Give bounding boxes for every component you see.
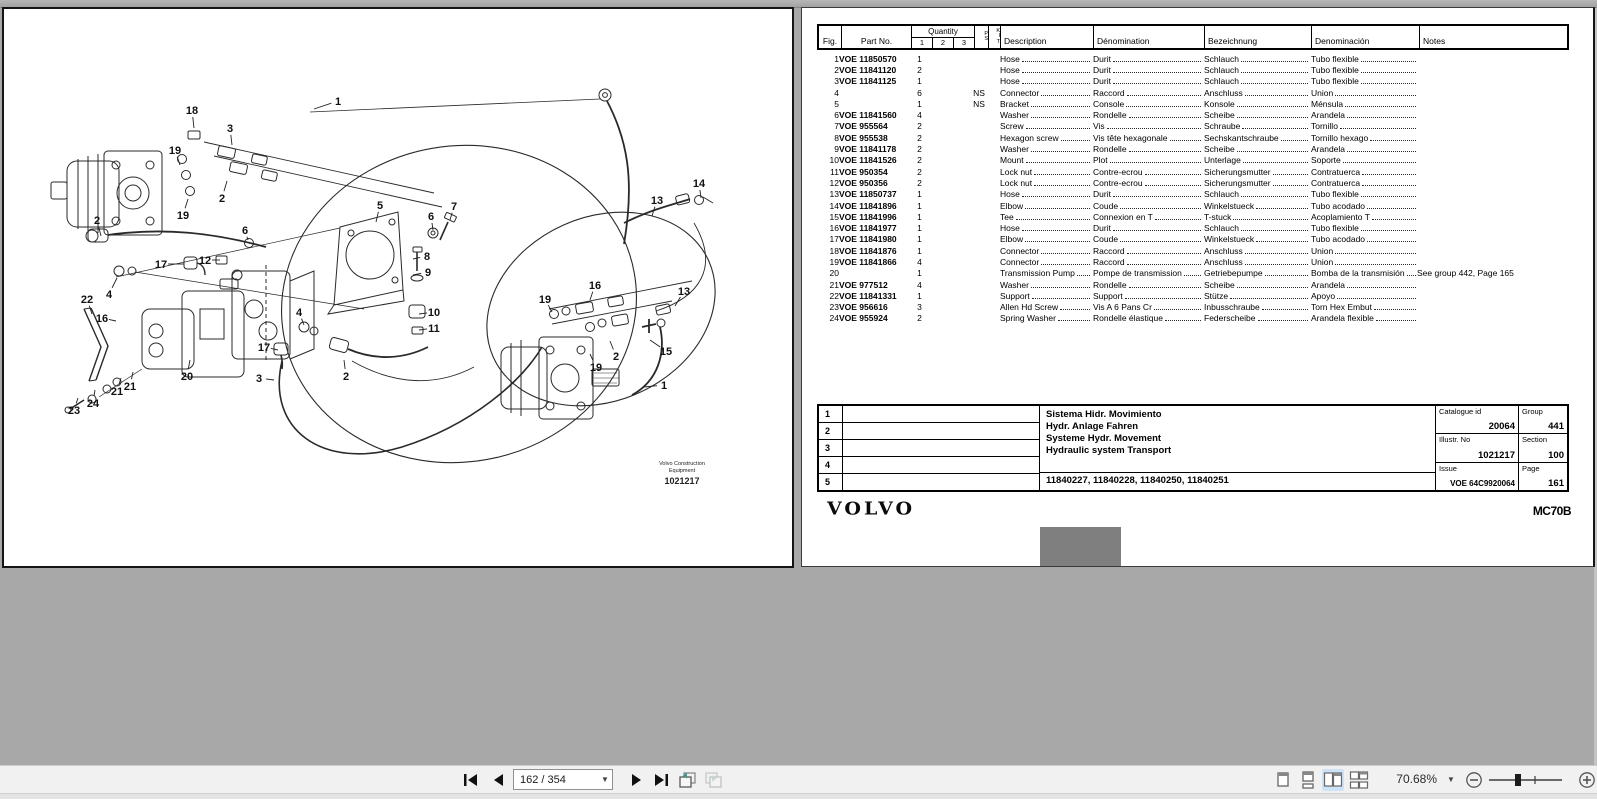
table-row: 20 1 Transmission Pump Pompe de transmission Getriebepumpe Bomba de la transmisión See group 442, Page 165 [829,268,1514,279]
col-header-bezeichnung: Bezeichnung [1204,26,1311,48]
table-row: 12 VOE 950356 2 Lock nut Contre-ecrou Sicherungsmutter Contratuerca [817,177,1569,188]
previous-view-button[interactable] [676,769,698,791]
previous-view-icon [678,771,697,789]
group-label: Group [1522,407,1543,416]
table-row: 18 VOE 11841876 1 Connector Raccord Anschluss Union [817,245,1569,256]
section-label: Section [1522,435,1548,445]
zoom-in-button[interactable] [1576,769,1597,791]
col-header-fig: Fig. [822,36,838,46]
diagram-callout: 21 [123,381,137,393]
diagram-callout: 15 [659,346,673,358]
table-row: 16 VOE 11841977 1 Hose Durit Schlauch Tubo flexible [817,222,1569,233]
table-row: 2 VOE 11841120 2 Hose Durit Schlauch Tubo flexible [817,64,1569,75]
first-page-icon [463,773,479,787]
diagram-callout: 6 [427,211,435,223]
table-row: 5 1 NS Bracket Console Konsole Ménsula [817,98,1569,109]
zoom-percent-value: 70.68% [1396,772,1437,786]
info-box-row [819,406,1039,423]
viewer-toolbar [0,765,1597,794]
diagram-callout: 22 [80,294,94,306]
issue-value: VOE 64C9920064 [1450,478,1515,488]
col-header-quantity: Quantity 1 2 3 [911,26,974,48]
diagram-callout: 7 [450,201,458,213]
zoom-slider-handle[interactable] [1515,774,1521,786]
group-value: 441 [1548,421,1564,433]
diagram-callout: 18 [185,105,199,117]
table-row: 13 VOE 11850737 1 Hose Durit Schlauch Tubo flexible [817,189,1569,200]
diagram-callout: 24 [86,398,100,410]
single-page-view-icon [1275,771,1291,789]
diagram-callout: 12 [198,255,212,267]
table-row: 11 VOE 950354 2 Lock nut Contre-ecrou Sicherungsmutter Contratuerca [817,166,1569,177]
next-view-icon [704,771,723,789]
info-box-blank-cell [843,406,1039,422]
document-page-right [801,7,1595,567]
catalogue-id-label: Catalogue id [1439,407,1482,416]
diagram-callout: 2 [612,351,620,363]
diagram-callout: 3 [255,373,263,385]
col-header-denomination: Dénomination [1093,26,1204,48]
table-row: 21 VOE 977512 4 Washer Rondelle Scheibe Arandela [817,279,1569,290]
diagram-callout: 16 [95,313,109,325]
title-en: Hydraulic system Transport [1046,445,1172,456]
document-page-left [2,7,794,568]
diagram-callout: 23 [67,405,81,417]
col-header-description: Description [1000,26,1093,48]
diagram-callout: 2 [93,215,101,227]
volvo-logo: VOLVO [827,498,916,520]
diagram-callout: 13 [677,286,691,298]
next-page-button[interactable] [626,769,648,791]
info-box-blank-cell [843,440,1039,456]
diagram-callout: 1 [334,96,342,108]
table-row: 1 VOE 11850570 1 Hose Durit Schlauch Tubo flexible [817,53,1569,64]
previous-page-button[interactable] [487,769,509,791]
diagram-callout: 8 [423,251,431,263]
info-box-row [819,457,1039,474]
title-fr: Systeme Hydr. Movement [1046,433,1162,444]
zoom-out-button[interactable] [1463,769,1485,791]
footer-illustration-number: 1021217 [664,476,700,486]
title-es: Sistema Hidr. Movimiento [1046,409,1162,420]
last-page-icon [653,773,669,787]
info-box-blank-cell [843,474,1039,490]
title-de: Hydr. Anlage Fahren [1046,421,1139,432]
diagram-callout: 11 [428,323,440,335]
next-view-button[interactable] [702,769,724,791]
diagram-callout: 17 [257,342,271,354]
diagram-callout: 6 [241,225,249,237]
info-box-row-numbers [819,406,1039,490]
diagram-callout: 10 [427,307,441,319]
col-header-notes: Notes [1419,26,1567,48]
table-row: 3 VOE 11841125 1 Hose Durit Schlauch Tubo flexible [817,76,1569,87]
diagram-callout: 1 [660,380,668,392]
diagram-callout: 19 [538,294,552,306]
section-value: 100 [1548,449,1564,461]
two-page-view-button[interactable] [1322,769,1344,791]
info-box-row [819,440,1039,457]
page-value: 161 [1548,477,1564,489]
model-part-numbers: 11840227, 11840228, 11840250, 11840251 [1040,472,1435,490]
table-row: 17 VOE 11841980 1 Elbow Coude Winkelstueck Tubo acodado [817,234,1569,245]
col-header-denominacion: Denominación [1311,26,1419,48]
info-box-row-number: 1 [819,406,843,422]
table-row: 8 VOE 955538 2 Hexagon screw Vis tête hexagonale Sechskantschraube Tornillo hexago [817,132,1569,143]
page-number-value: 162 / 354 [520,773,566,786]
catalogue-id-value: 20064 [1488,421,1515,433]
parts-table-header [817,24,1569,50]
diagram-footer [622,461,742,486]
info-box-row [819,423,1039,440]
footer-company-line2: Equipment [668,467,696,474]
diagram-callout: 19 [176,210,190,222]
model-code: MC70B [1532,504,1571,518]
zoom-chevron-down-icon[interactable]: ▼ [1447,775,1455,784]
parts-table [817,24,1569,324]
diagram-callout: 16 [588,280,602,292]
table-row: 14 VOE 11841896 1 Elbow Coude Winkelstueck Tubo acodado [817,200,1569,211]
col-header-ps: P S [974,26,988,48]
table-row: 10 VOE 11841526 2 Mount Plot Unterlage Soporte [817,155,1569,166]
continuous-view-button[interactable] [1297,769,1319,791]
table-row: 23 VOE 956616 3 Allen Hd Screw Vis A 6 Pans Cr Inbusschraube Torn Hex Embut [817,302,1569,313]
previous-page-icon [492,773,504,787]
table-row: 19 VOE 11841866 4 Connector Raccord Anschluss Union [817,256,1569,267]
diagram-callout: 20 [180,371,194,383]
next-page-icon [631,773,643,787]
diagram-callout: 19 [168,145,182,157]
last-page-button[interactable] [650,769,672,791]
info-box-row-number: 5 [819,474,843,490]
info-box-row-number: 3 [819,440,843,456]
issue-label: Issue [1439,463,1457,473]
diagram-callout: 9 [424,267,432,279]
redaction-box [1040,527,1121,566]
illustr-no-value: 1021217 [1478,449,1515,461]
diagram-callout: 13 [650,195,664,207]
parts-table-body [817,53,1569,324]
page-number-combobox[interactable] [513,769,613,790]
diagram-callout: 2 [342,371,350,383]
window-bottom-strip [0,793,1597,799]
diagram-callout: 4 [105,289,113,301]
footer-company-line1: Volvo Construction [659,461,705,467]
two-page-continuous-view-button[interactable] [1348,769,1370,791]
col-header-part-no: Part No. [841,26,911,48]
page-label: Page [1522,463,1540,473]
diagram-callout: 17 [154,259,168,271]
zoom-in-icon [1578,771,1596,789]
col-header-kit: K I T [988,26,1000,48]
diagram-callout: 19 [589,362,603,374]
diagram-callout: 2 [218,193,226,205]
table-row: 15 VOE 11841996 1 Tee Connexion en T T-stuck Acoplamiento T [817,211,1569,222]
diagram-callout: 21 [110,386,124,398]
title-info-box [817,404,1569,492]
first-page-button[interactable] [460,769,482,791]
zoom-slider[interactable] [1488,771,1564,789]
zoom-out-icon [1465,771,1483,789]
diagram-callout: 14 [692,178,706,190]
continuous-view-icon [1300,771,1316,789]
info-box-blank-cell [843,423,1039,439]
single-page-view-button[interactable] [1272,769,1294,791]
table-row: 6 VOE 11841560 4 Washer Rondelle Scheibe Arandela [817,109,1569,120]
info-box-row [819,474,1039,490]
table-row: 9 VOE 11841178 2 Washer Rondelle Scheibe Arandela [817,143,1569,154]
table-row: 22 VOE 11841331 1 Support Support Stütze Apoyo [817,290,1569,301]
chevron-down-icon: ▼ [601,775,609,784]
illustr-no-label: Illustr. No [1439,435,1471,445]
diagram-callout: 4 [295,307,303,319]
two-page-continuous-view-icon [1349,771,1369,789]
info-box-titles [1040,406,1435,472]
info-box-row-number: 4 [819,457,843,473]
table-row: 4 6 NS Connector Raccord Anschluss Union [817,87,1569,98]
info-box-row-number: 2 [819,423,843,439]
table-row: 7 VOE 955564 2 Screw Vis Schraube Tornillo [817,121,1569,132]
diagram-callout: 5 [376,200,384,212]
info-box-blank-cell [843,457,1039,473]
table-row: 24 VOE 955924 2 Spring Washer Rondelle élastique Federscheibe Arandela flexible [817,313,1569,324]
diagram-callout: 3 [226,123,234,135]
two-page-view-icon [1323,771,1343,789]
